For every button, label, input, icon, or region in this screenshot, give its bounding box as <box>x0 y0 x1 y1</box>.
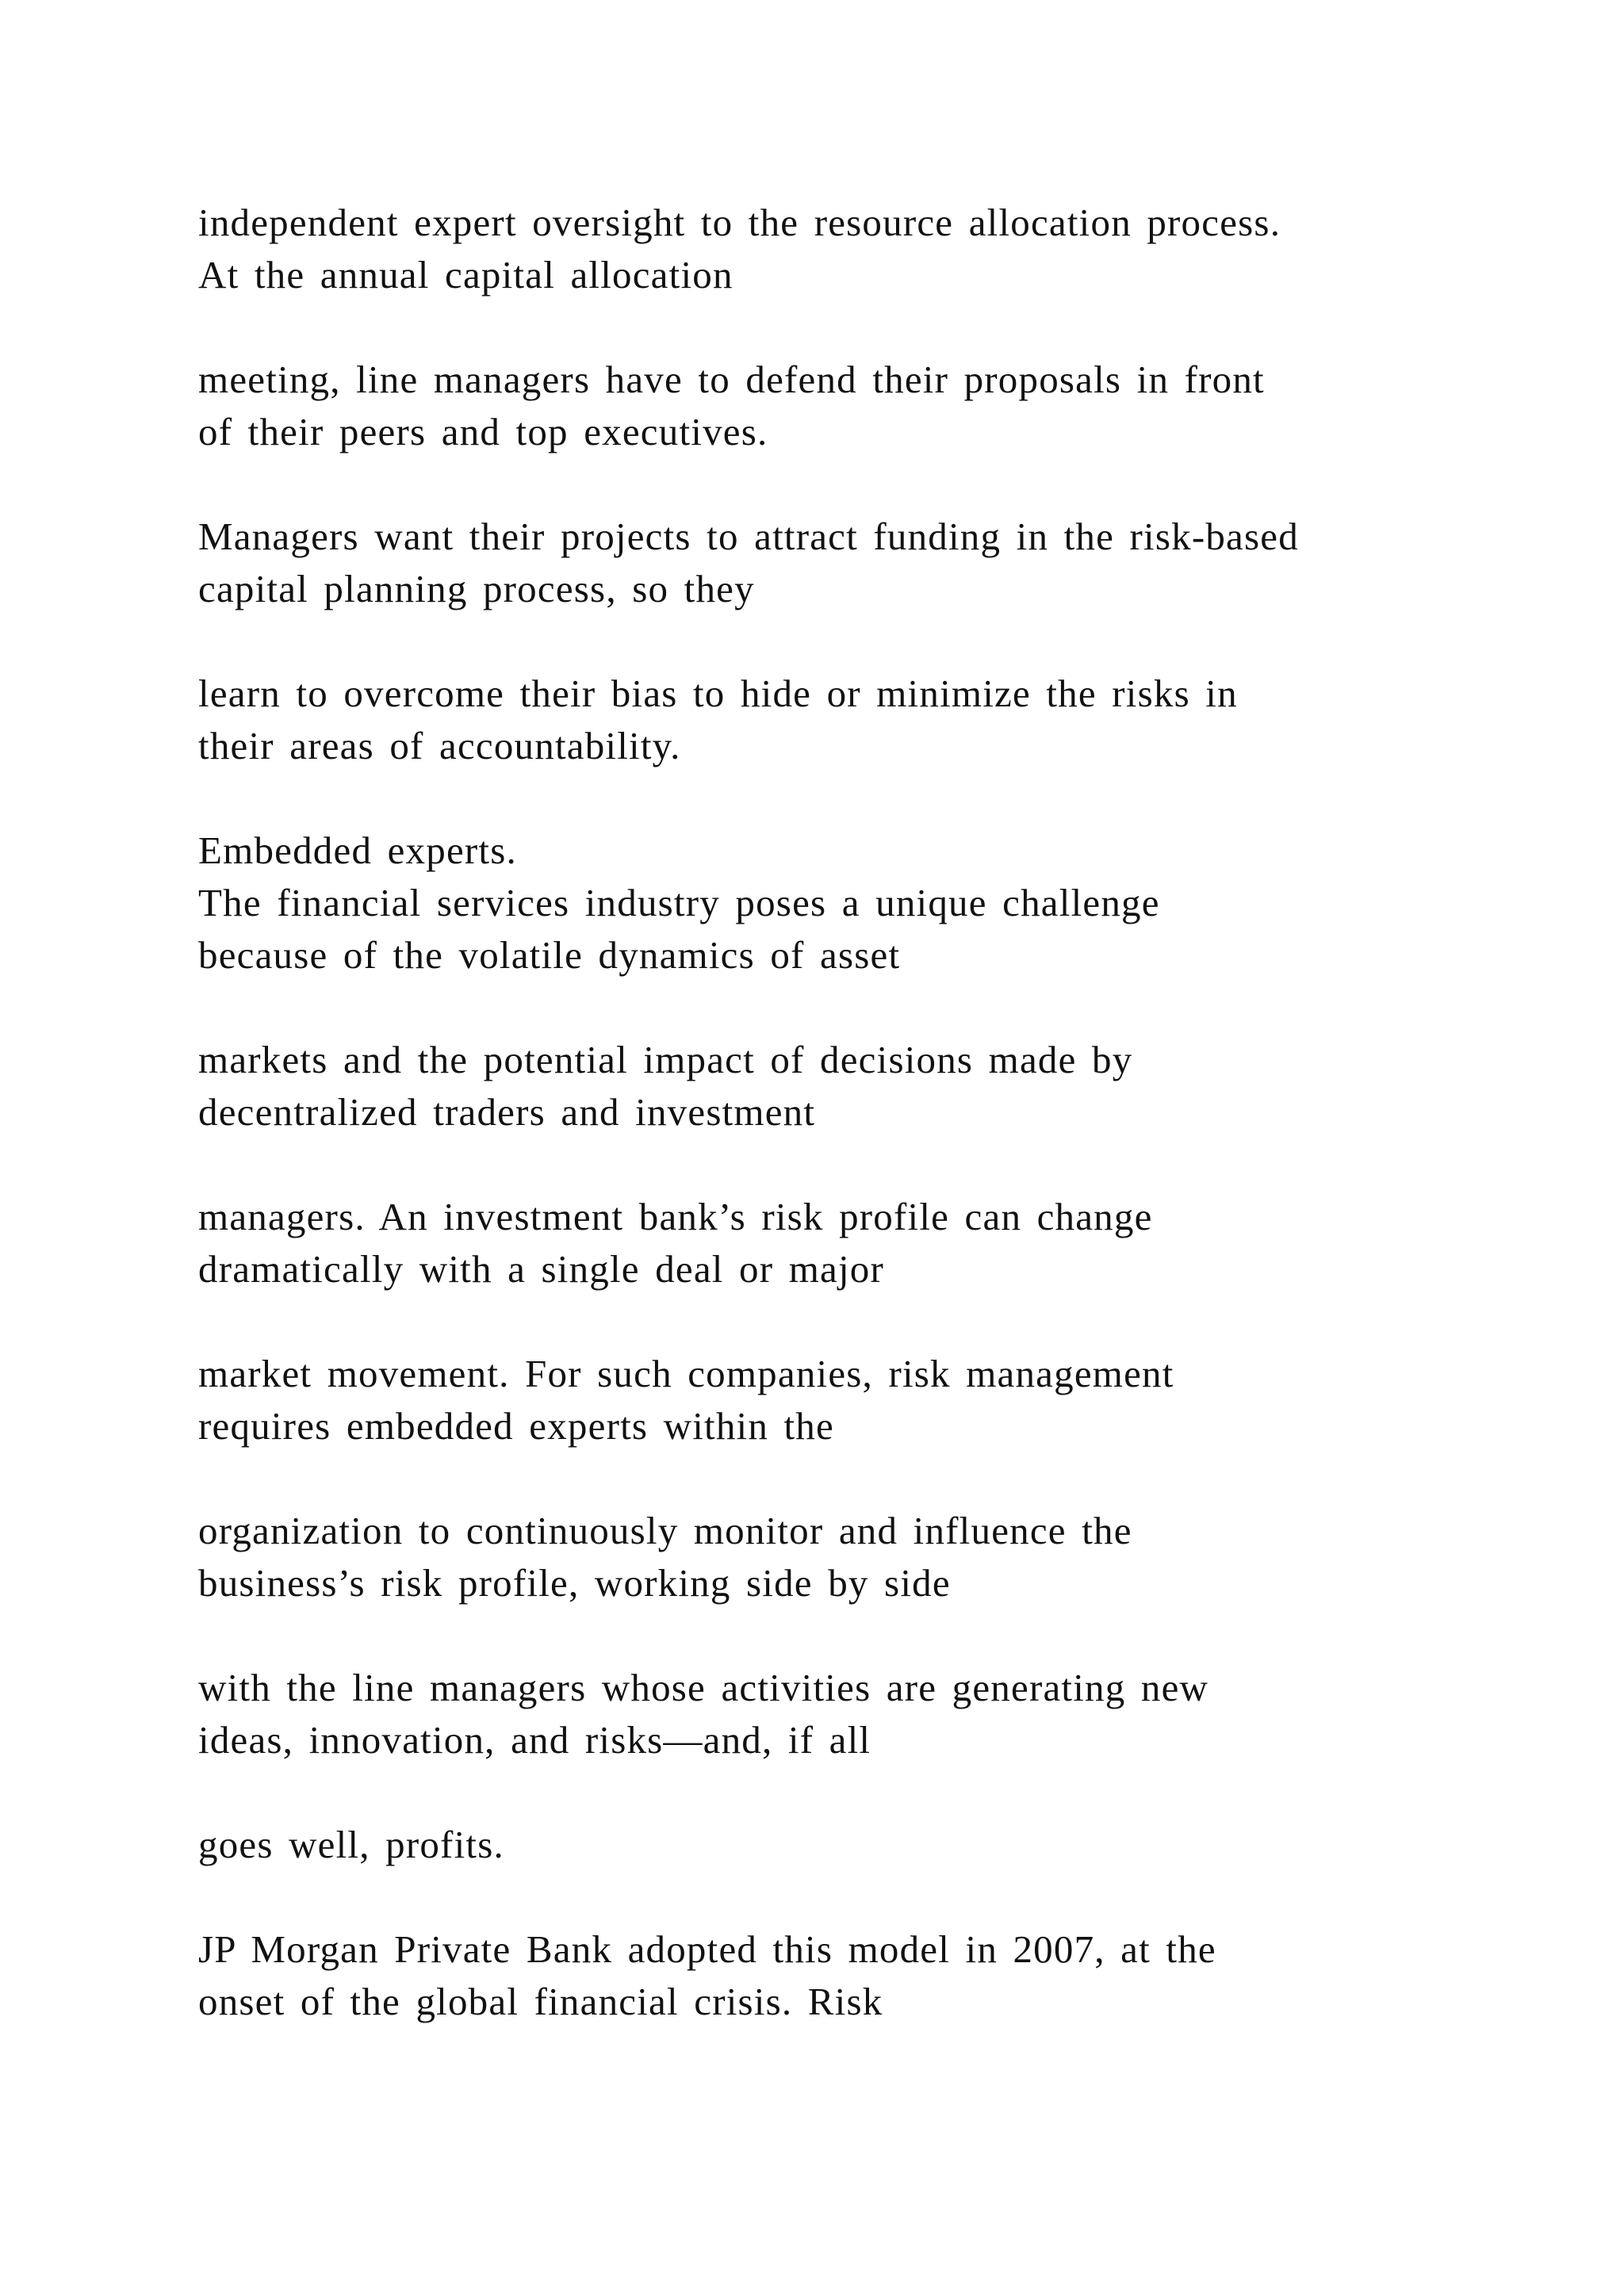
text-line: business’s risk profile, working side by side <box>198 1561 951 1605</box>
text-line: because of the volatile dynamics of asset <box>198 933 901 977</box>
text-line: market movement. For such companies, risk management <box>198 1352 1174 1395</box>
text-line: capital planning process, so they <box>198 567 755 610</box>
text-line: learn to overcome their bias to hide or minimize the risks in <box>198 672 1238 715</box>
text-line: dramatically with a single deal or major <box>198 1247 885 1291</box>
text-line: requires embedded experts within the <box>198 1404 834 1448</box>
text-line: their areas of accountability. <box>198 724 681 767</box>
text-line: managers. An investment bank’s risk profile can change <box>198 1195 1153 1238</box>
text-line: The financial services industry poses a unique challenge <box>198 881 1160 924</box>
text-line: decentralized traders and investment <box>198 1090 816 1134</box>
text-line: JP Morgan Private Bank adopted this model in 2007, at the <box>198 1927 1216 1971</box>
section-heading: Embedded experts. <box>198 828 517 872</box>
text-line: independent expert oversight to the resource allocation process. <box>198 201 1281 244</box>
text-line: organization to continuously monitor and influence the <box>198 1509 1132 1552</box>
text-line: At the annual capital allocation <box>198 253 733 297</box>
text-line: with the line managers whose activities are generating new <box>198 1666 1209 1709</box>
text-line: ideas, innovation, and risks—and, if all <box>198 1718 871 1762</box>
text-line: goes well, profits. <box>198 1823 504 1866</box>
text-line: Managers want their projects to attract funding in the risk-based <box>198 515 1299 558</box>
text-line: of their peers and top executives. <box>198 410 768 453</box>
text-line: onset of the global financial crisis. Risk <box>198 1980 883 2023</box>
text-line: markets and the potential impact of decisions made by <box>198 1038 1133 1081</box>
text-line: meeting, line managers have to defend their proposals in front <box>198 358 1265 401</box>
